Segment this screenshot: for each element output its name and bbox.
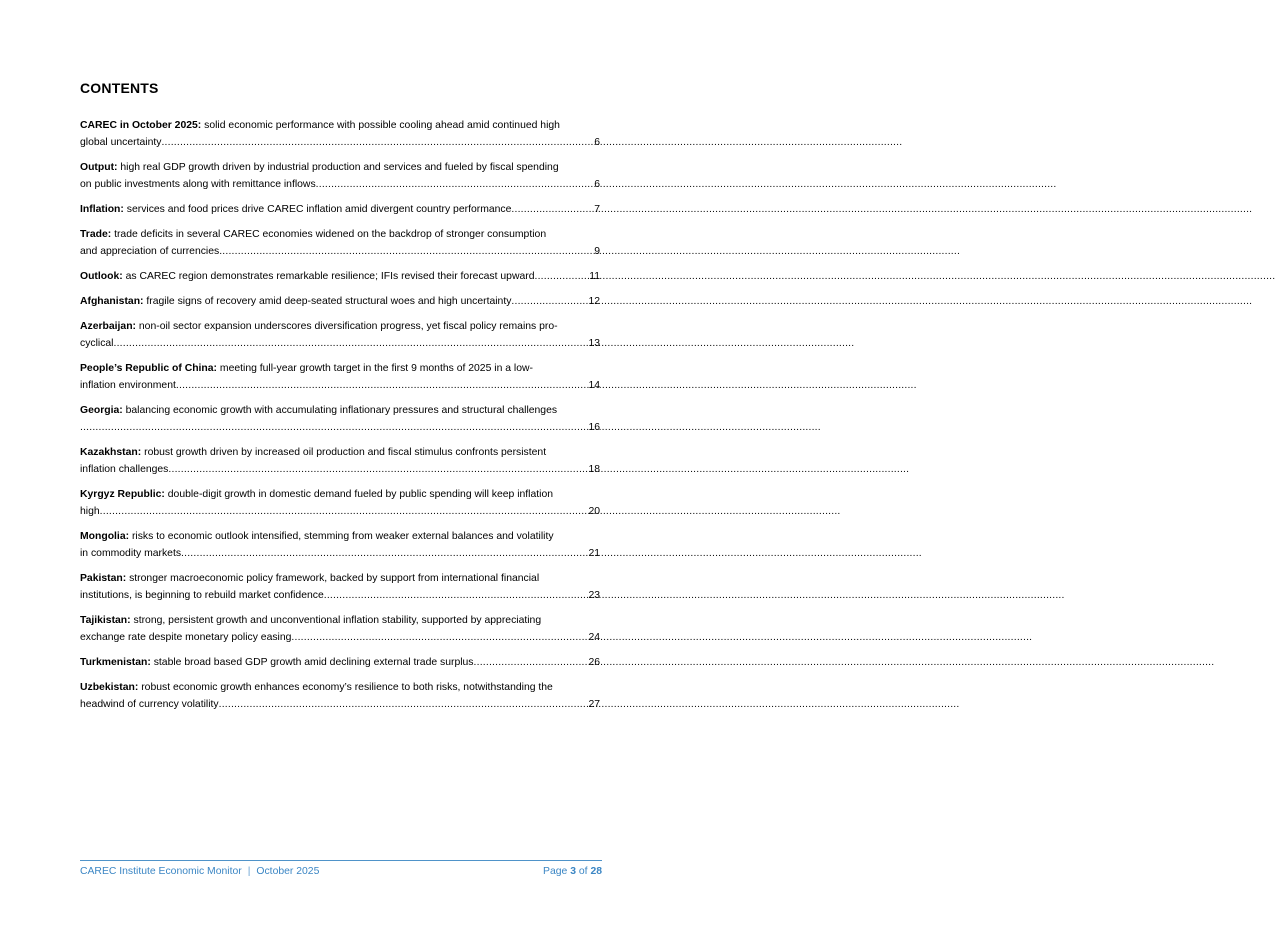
toc-entry-text: solid economic performance with possible cooling ahead amid continued high <box>201 120 560 131</box>
total-page-count: 28 <box>590 866 602 877</box>
toc-entry-text: non-oil sector expansion underscores diversification progress, yet fiscal policy remains pro- <box>136 321 558 332</box>
dot-leader <box>100 503 588 520</box>
toc-entry-text-cont: and appreciation of currencies <box>80 246 220 257</box>
toc-entry-text-cont: headwind of currency volatility <box>80 699 219 710</box>
toc-entry-heading: Georgia: <box>80 405 123 416</box>
toc-page-number: 6 <box>594 179 600 190</box>
toc-entry-text-cont: high <box>80 506 100 517</box>
toc-entry-outlook[interactable] <box>80 268 600 285</box>
toc-entry-heading: Uzbekistan: <box>80 682 139 693</box>
toc-page-number: 23 <box>588 590 600 601</box>
dot-leader <box>316 176 594 193</box>
footer-publication-name: CAREC Institute Economic Monitor <box>80 866 242 877</box>
toc-entry-turkmenistan[interactable] <box>80 654 600 671</box>
toc-entry-text: risks to economic outlook intensified, stemming from weaker external balances and volatility <box>129 531 554 542</box>
toc-page-number: 11 <box>589 271 600 282</box>
toc-entry-text: meeting full-year growth target in the first 9 months of 2025 in a low- <box>217 363 533 374</box>
footer-separator: | <box>247 866 251 877</box>
toc-entry-kazakhstan[interactable] <box>80 444 600 478</box>
dot-leader <box>80 419 587 436</box>
toc-entry-carec-october[interactable] <box>80 117 600 151</box>
toc-entry-heading: Output: <box>80 162 118 173</box>
toc-entry-output[interactable] <box>80 159 600 193</box>
toc-page-number: 14 <box>588 380 600 391</box>
toc-page-number: 6 <box>594 137 600 148</box>
toc-entry-heading: Outlook: <box>80 271 123 282</box>
dot-leader <box>534 268 588 285</box>
current-page-number: 3 <box>570 866 576 877</box>
toc-page-number: 20 <box>588 506 600 517</box>
toc-entry-text: strong, persistent growth and unconventional inflation stability, supported by appreciating <box>130 615 542 626</box>
dot-leader <box>114 335 588 352</box>
toc-page-number: 18 <box>588 464 600 475</box>
table-of-contents <box>80 117 600 721</box>
toc-entry-text: balancing economic growth with accumulating inflationary pressures and structural challenges <box>122 405 558 416</box>
toc-entry-text-cont: in commodity markets <box>80 548 182 559</box>
toc-entry-text: robust economic growth enhances economy’s resilience to both risks, notwithstanding the <box>138 682 553 693</box>
toc-entry-text: fragile signs of recovery amid deep-seated structural woes and high uncertainty <box>143 296 512 307</box>
toc-page-number: 12 <box>588 296 600 307</box>
toc-entry-heading: Mongolia: <box>80 531 130 542</box>
toc-entry-mongolia[interactable] <box>80 528 600 562</box>
toc-entry-text: robust growth driven by increased oil production and fiscal stimulus confronts persistent <box>141 447 547 458</box>
toc-entry-trade[interactable] <box>80 226 600 260</box>
page-title: CONTENTS <box>80 80 159 96</box>
toc-entry-heading: Kyrgyz Republic: <box>80 489 165 500</box>
dot-leader <box>219 696 588 713</box>
toc-entry-heading: Inflation: <box>80 204 124 215</box>
toc-entry-text: high real GDP growth driven by industrial production and services and fueled by fiscal spending <box>117 162 559 173</box>
toc-entry-text-cont: global uncertainty <box>80 137 162 148</box>
toc-entry-heading: People’s Republic of China: <box>80 363 218 374</box>
toc-page-number: 7 <box>594 204 600 215</box>
dot-leader <box>291 629 587 646</box>
page-word: Page <box>543 866 568 877</box>
dot-leader <box>161 134 593 151</box>
toc-page-number: 9 <box>594 246 600 257</box>
toc-entry-text: stronger macroeconomic policy framework, backed by support from international financial <box>126 573 540 584</box>
toc-page-number: 16 <box>588 422 600 433</box>
toc-entry-text-cont: institutions, is beginning to rebuild market confidence <box>80 590 324 601</box>
dot-leader <box>181 545 587 562</box>
toc-entry-heading: Trade: <box>80 229 112 240</box>
dot-leader <box>511 201 593 218</box>
toc-page-number: 21 <box>588 548 600 559</box>
footer-divider <box>80 860 602 861</box>
dot-leader <box>324 587 588 604</box>
page-of-word: of <box>578 866 588 877</box>
toc-entry-text-cont: exchange rate despite monetary policy easing <box>80 632 292 643</box>
toc-entry-azerbaijan[interactable] <box>80 318 600 352</box>
dot-leader <box>168 461 587 478</box>
dot-leader <box>176 377 588 394</box>
toc-entry-tajikistan[interactable] <box>80 612 600 646</box>
toc-page-number: 24 <box>588 632 600 643</box>
toc-entry-text: as CAREC region demonstrates remarkable resilience; IFIs revised their forecast upward <box>122 271 535 282</box>
toc-entry-text-cont: cyclical <box>80 338 114 349</box>
toc-entry-text: double-digit growth in domestic demand fueled by public spending will keep inflation <box>164 489 554 500</box>
toc-entry-heading: Tajikistan: <box>80 615 131 626</box>
toc-entry-text: trade deficits in several CAREC economies widened on the backdrop of stronger consumption <box>111 229 547 240</box>
toc-entry-heading: Turkmenistan: <box>80 657 151 668</box>
toc-entry-pakistan[interactable] <box>80 570 600 604</box>
toc-entry-prc[interactable] <box>80 360 600 394</box>
toc-entry-text: services and food prices drive CAREC inflation amid divergent country performance <box>123 204 512 215</box>
dot-leader <box>219 243 593 260</box>
toc-page-number: 26 <box>588 657 600 668</box>
footer-date: October 2025 <box>256 866 320 877</box>
toc-page-number: 27 <box>588 699 600 710</box>
toc-entry-inflation[interactable] <box>80 201 600 218</box>
toc-entry-georgia[interactable] <box>80 402 600 436</box>
toc-entry-text-cont: on public investments along with remittance inflows <box>80 179 316 190</box>
toc-page-number: 13 <box>588 338 600 349</box>
toc-entry-text-cont: inflation environment <box>80 380 176 391</box>
toc-entry-afghanistan[interactable] <box>80 293 600 310</box>
dot-leader <box>474 654 588 671</box>
toc-entry-uzbekistan[interactable] <box>80 679 600 713</box>
toc-entry-heading: Azerbaijan: <box>80 321 137 332</box>
page-footer <box>80 866 602 877</box>
toc-entry-heading: CAREC in October 2025: <box>80 120 202 131</box>
toc-entry-heading: Kazakhstan: <box>80 447 142 458</box>
toc-entry-kyrgyz-republic[interactable] <box>80 486 600 520</box>
dot-leader <box>511 293 587 310</box>
toc-entry-heading: Pakistan: <box>80 573 127 584</box>
toc-entry-text-cont: inflation challenges <box>80 464 169 475</box>
page-indicator <box>543 866 602 877</box>
toc-entry-heading: Afghanistan: <box>80 296 144 307</box>
toc-entry-text: stable broad based GDP growth amid declining external trade surplus <box>150 657 474 668</box>
